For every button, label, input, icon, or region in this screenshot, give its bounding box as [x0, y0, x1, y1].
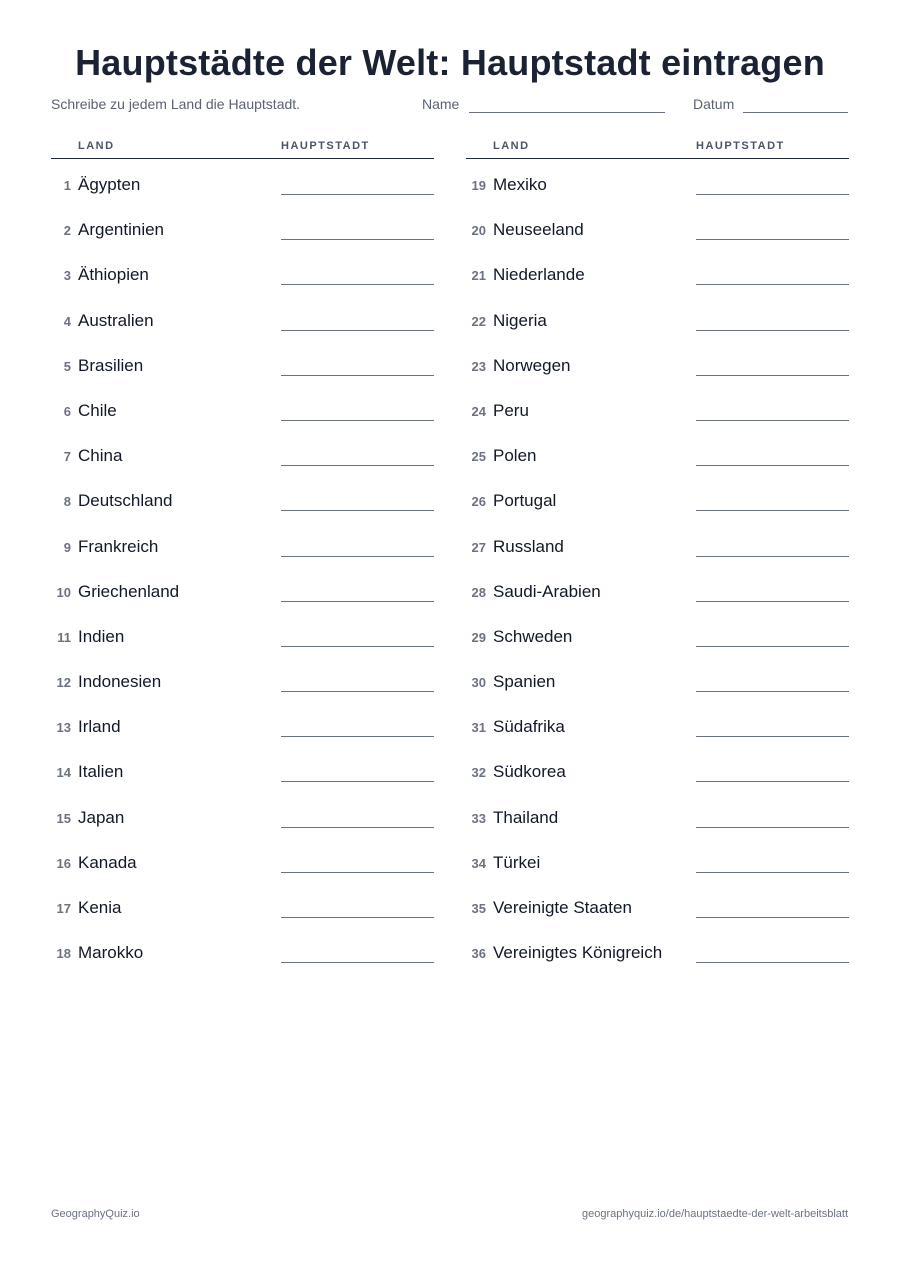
- name-label: Name: [422, 96, 460, 112]
- capital-answer-line[interactable]: [696, 330, 849, 331]
- table-row: [51, 746, 434, 791]
- capital-answer-line[interactable]: [696, 962, 849, 963]
- table-row: [466, 340, 849, 385]
- capital-answer-line[interactable]: [281, 691, 434, 692]
- capital-answer-line[interactable]: [281, 827, 434, 828]
- capital-answer-line[interactable]: [696, 556, 849, 557]
- row-number: 18: [56, 946, 71, 962]
- table-row: [466, 701, 849, 746]
- table-row: [466, 385, 849, 430]
- country-name: Vereinigtes Königreich: [493, 943, 663, 963]
- table-row: [466, 159, 849, 204]
- header-capital: HAUPTSTADT: [281, 140, 370, 152]
- country-name: Thailand: [493, 807, 559, 827]
- capital-answer-line[interactable]: [696, 646, 849, 647]
- capital-answer-line[interactable]: [281, 917, 434, 918]
- table-row: [466, 430, 849, 475]
- row-number: 29: [471, 629, 486, 645]
- country-name: Brasilien: [78, 355, 144, 375]
- capital-answer-line[interactable]: [281, 239, 434, 240]
- row-number: 8: [63, 494, 71, 510]
- country-name: Griechenland: [78, 581, 180, 601]
- capital-answer-line[interactable]: [696, 284, 849, 285]
- row-number: 15: [56, 810, 71, 826]
- country-name: Australien: [78, 310, 154, 330]
- capital-answer-line[interactable]: [281, 284, 434, 285]
- country-name: Indien: [78, 626, 125, 646]
- header-land: LAND: [493, 140, 530, 152]
- table-row: [51, 927, 434, 972]
- country-name: Neuseeland: [493, 220, 584, 240]
- row-number: 13: [56, 720, 71, 736]
- table-row: [466, 204, 849, 249]
- row-number: 21: [471, 268, 486, 284]
- capital-answer-line[interactable]: [281, 330, 434, 331]
- country-name: Ägypten: [78, 175, 141, 194]
- country-name: Chile: [78, 400, 117, 420]
- capital-answer-line[interactable]: [696, 917, 849, 918]
- country-name: Vereinigte Staaten: [493, 898, 632, 917]
- row-number: 1: [63, 178, 71, 193]
- country-name: Russland: [493, 536, 564, 556]
- header-capital: HAUPTSTADT: [696, 140, 785, 152]
- row-number: 9: [63, 539, 71, 555]
- left-column: [51, 138, 434, 972]
- country-name: Irland: [78, 717, 121, 737]
- capital-answer-line[interactable]: [281, 736, 434, 737]
- row-number: 31: [471, 720, 486, 736]
- table-row: [51, 340, 434, 385]
- row-number: 33: [471, 810, 486, 826]
- country-name: Saudi-Arabien: [493, 581, 601, 601]
- row-number: 14: [56, 765, 71, 781]
- row-number: 11: [57, 629, 71, 645]
- capital-answer-line[interactable]: [281, 556, 434, 557]
- row-number: 3: [63, 268, 71, 284]
- table-row: [466, 927, 849, 972]
- table-row: [466, 521, 849, 566]
- capital-answer-line[interactable]: [281, 510, 434, 511]
- country-name: Türkei: [493, 852, 541, 872]
- country-name: Japan: [78, 807, 125, 827]
- table-row: [51, 837, 434, 882]
- capital-answer-line[interactable]: [696, 691, 849, 692]
- table-row: [466, 882, 849, 927]
- country-name: Mexiko: [493, 175, 547, 194]
- table-row: [466, 656, 849, 701]
- capital-answer-line[interactable]: [696, 420, 849, 421]
- footer-brand: GeographyQuiz.io: [51, 1208, 140, 1220]
- table-row: [51, 385, 434, 430]
- name-field-line[interactable]: [469, 112, 665, 113]
- table-row: [51, 792, 434, 837]
- row-number: 20: [471, 223, 486, 239]
- row-number: 4: [63, 313, 71, 329]
- table-row: [51, 249, 434, 294]
- country-name: Kenia: [78, 898, 122, 917]
- country-name: Frankreich: [78, 536, 159, 556]
- capital-answer-line[interactable]: [281, 194, 434, 195]
- country-name: Äthiopien: [78, 265, 149, 285]
- header-land: LAND: [78, 140, 115, 152]
- table-row: [51, 656, 434, 701]
- table-row: [51, 611, 434, 656]
- instruction-text: Schreibe zu jedem Land die Hauptstadt.: [51, 96, 301, 112]
- country-name: Argentinien: [78, 220, 165, 240]
- country-name: Kanada: [78, 852, 137, 872]
- row-number: 36: [471, 946, 486, 962]
- capital-answer-line[interactable]: [281, 781, 434, 782]
- row-number: 35: [471, 901, 486, 916]
- page-title: Hauptstädte der Welt: Hauptstadt eintragen: [75, 42, 825, 83]
- table-row: [466, 837, 849, 882]
- table-row: [466, 792, 849, 837]
- country-name: Südkorea: [493, 762, 566, 782]
- table-row: [466, 249, 849, 294]
- capital-answer-line[interactable]: [696, 781, 849, 782]
- capital-answer-line[interactable]: [696, 510, 849, 511]
- column-header: [51, 138, 434, 159]
- row-number: 28: [471, 584, 486, 600]
- country-name: Niederlande: [493, 265, 585, 285]
- table-row: [466, 566, 849, 611]
- right-rows: [466, 159, 849, 972]
- row-number: 32: [471, 765, 486, 781]
- date-label: Datum: [693, 96, 735, 112]
- row-number: 6: [63, 403, 71, 419]
- row-number: 5: [63, 358, 71, 374]
- country-name: Portugal: [493, 491, 557, 511]
- country-name: China: [78, 446, 123, 466]
- row-number: 10: [56, 584, 71, 600]
- country-name: Schweden: [493, 626, 573, 646]
- table-row: [51, 566, 434, 611]
- date-field-line[interactable]: [743, 112, 848, 113]
- table-row: [51, 204, 434, 249]
- country-name: Peru: [493, 400, 529, 420]
- row-number: 17: [56, 901, 71, 916]
- table-row: [466, 295, 849, 340]
- column-header: [466, 138, 849, 159]
- capital-answer-line[interactable]: [696, 375, 849, 376]
- country-name: Polen: [493, 446, 537, 466]
- capital-answer-line[interactable]: [281, 872, 434, 873]
- row-number: 16: [56, 855, 71, 871]
- country-name: Spanien: [493, 672, 556, 692]
- capital-answer-line[interactable]: [696, 827, 849, 828]
- table-row: [51, 521, 434, 566]
- row-number: 19: [471, 178, 486, 193]
- capital-answer-line[interactable]: [696, 465, 849, 466]
- capital-answer-line[interactable]: [281, 601, 434, 602]
- left-rows: [51, 159, 434, 972]
- capital-answer-line[interactable]: [281, 375, 434, 376]
- capital-answer-line[interactable]: [696, 872, 849, 873]
- country-name: Norwegen: [493, 355, 571, 375]
- table-row: [466, 475, 849, 520]
- table-row: [51, 159, 434, 204]
- row-number: 22: [471, 313, 486, 329]
- row-number: 23: [471, 358, 486, 374]
- row-number: 24: [471, 403, 486, 419]
- capital-answer-line[interactable]: [696, 601, 849, 602]
- country-name: Südafrika: [493, 717, 565, 737]
- country-name: Marokko: [78, 943, 144, 963]
- footer-url: geographyquiz.io/de/hauptstaedte-der-welt-arbeitsblatt: [582, 1208, 848, 1220]
- country-name: Italien: [78, 762, 124, 782]
- capital-answer-line[interactable]: [281, 962, 434, 963]
- row-number: 30: [471, 675, 486, 691]
- row-number: 34: [471, 855, 486, 871]
- country-name: Deutschland: [78, 491, 173, 511]
- table-row: [51, 295, 434, 340]
- capital-answer-line[interactable]: [696, 239, 849, 240]
- table-row: [51, 475, 434, 520]
- row-number: 25: [471, 449, 486, 465]
- capital-answer-line[interactable]: [696, 736, 849, 737]
- capital-answer-line[interactable]: [281, 420, 434, 421]
- row-number: 27: [471, 539, 486, 555]
- country-name: Nigeria: [493, 310, 547, 330]
- right-column: [466, 138, 849, 972]
- capital-answer-line[interactable]: [281, 646, 434, 647]
- capital-answer-line[interactable]: [696, 194, 849, 195]
- row-number: 12: [56, 675, 71, 691]
- capital-answer-line[interactable]: [281, 465, 434, 466]
- table-row: [466, 746, 849, 791]
- table-row: [51, 701, 434, 746]
- row-number: 2: [63, 223, 71, 239]
- country-name: Indonesien: [78, 672, 162, 692]
- row-number: 7: [63, 449, 71, 465]
- table-row: [466, 611, 849, 656]
- table-row: [51, 430, 434, 475]
- table-row: [51, 882, 434, 927]
- row-number: 26: [471, 494, 486, 510]
